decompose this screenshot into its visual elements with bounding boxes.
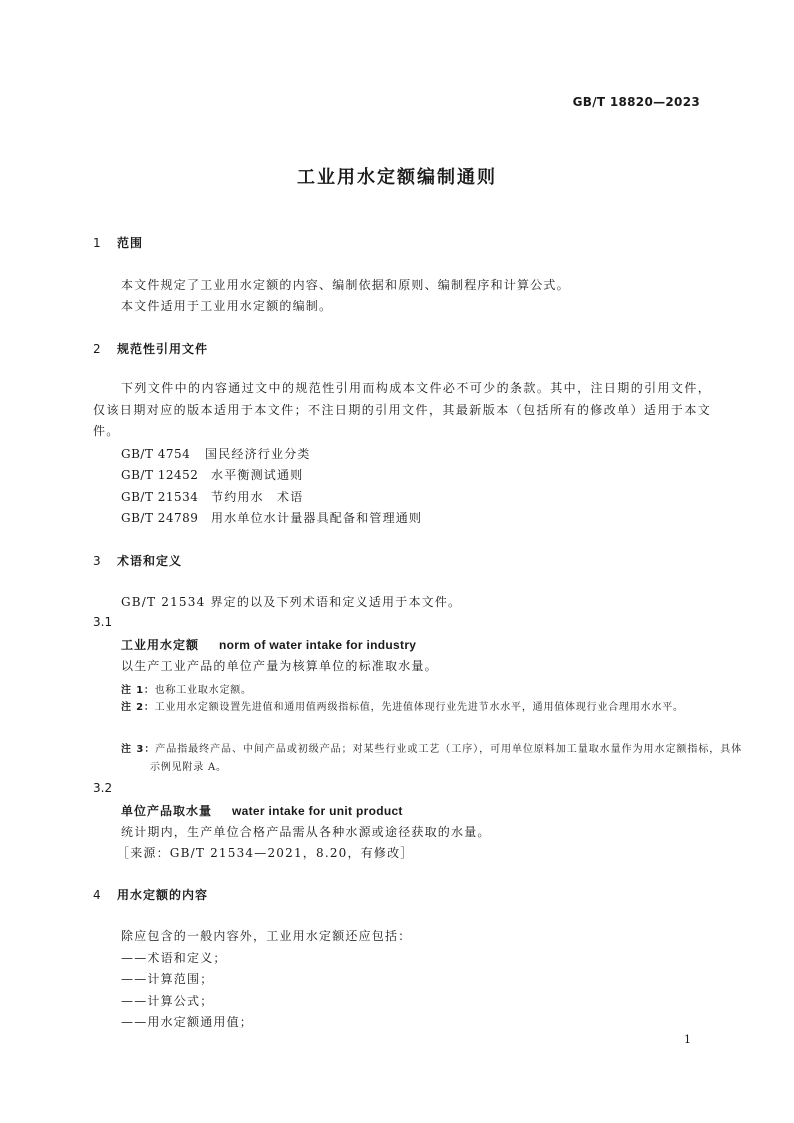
term-entry <box>121 802 403 819</box>
term-english: water intake for unit product <box>232 804 403 818</box>
note <box>121 741 742 777</box>
paragraph: 本文件适用于工业用水定额的编制。 <box>121 299 333 313</box>
page-number: 1 <box>684 1033 691 1046</box>
reference-name: 水平衡测试通则 <box>211 468 304 482</box>
reference-name: 节约用水 术语 <box>211 490 304 504</box>
paragraph: 除应包含的一般内容外，工业用水定额还应包括： <box>121 929 412 943</box>
reference-code: GB/T 12452 <box>121 468 199 482</box>
section-title: 术语和定义 <box>117 554 183 568</box>
section-1-heading <box>93 234 143 251</box>
note-label: 注 1： <box>121 685 155 696</box>
paragraph: 本文件规定了工业用水定额的内容、编制依据和原则、编制程序和计算公式。 <box>121 278 570 292</box>
list-item: ——计算范围； <box>121 972 214 986</box>
reference-item <box>121 509 422 526</box>
reference-code: GB/T 4754 <box>121 447 191 461</box>
section-4-heading <box>93 886 208 903</box>
list-item: ——用水定额通用值； <box>121 1015 254 1029</box>
term-entry <box>121 636 416 653</box>
note-text: 工业用水定额设置先进值和通用值两级指标值，先进值体现行业先进节水水平，通用值体现行业合理用水水平。 <box>154 702 684 713</box>
term-chinese: 工业用水定额 <box>121 638 200 652</box>
reference-item <box>121 445 311 462</box>
reference-item <box>121 466 303 483</box>
term-english: norm of water intake for industry <box>219 638 417 652</box>
section-title: 用水定额的内容 <box>117 888 209 902</box>
document-title: 工业用水定额编制通则 <box>297 167 497 188</box>
section-number: 4 <box>93 888 102 902</box>
section-title: 规范性引用文件 <box>117 342 209 356</box>
term-definition: 以生产工业产品的单位产量为核算单位的标准取水量。 <box>121 659 438 673</box>
note <box>121 699 742 717</box>
list-item: ——计算公式； <box>121 994 214 1008</box>
term-definition: 统计期内，生产单位合格产品需从各种水源或途径获取的水量。 <box>121 825 491 839</box>
reference-name: 国民经济行业分类 <box>205 447 311 461</box>
reference-code: GB/T 21534 <box>121 490 199 504</box>
term-number: 3.2 <box>93 781 113 795</box>
paragraph: 下列文件中的内容通过文中的规范性引用而构成本文件必不可少的条款。其中，注日期的引用文件，仅该日期对应的版本适用于本文件；不注日期的引用文件，其最新版本（包括所有的修改单）适用于本文件。 <box>93 381 711 438</box>
section-number: 2 <box>93 342 102 356</box>
section-title: 范围 <box>117 236 144 250</box>
note-text: 产品指最终产品、中间产品或初级产品；对某些行业或工艺（工序），可用单位原料加工量取水量作为用水定额指标，具体示例见附录 A。 <box>150 744 743 773</box>
note-label: 注 3： <box>121 744 156 755</box>
section-number: 3 <box>93 554 102 568</box>
reference-item <box>121 488 303 505</box>
note-label: 注 2： <box>121 702 155 713</box>
term-chinese: 单位产品取水量 <box>121 804 213 818</box>
term-number: 3.1 <box>93 615 113 629</box>
reference-name: 用水单位水计量器具配备和管理通则 <box>211 511 423 525</box>
section-2-heading <box>93 340 208 357</box>
note-text: 也称工业取水定额。 <box>154 685 252 696</box>
note <box>121 681 252 696</box>
reference-code: GB/T 24789 <box>121 511 199 525</box>
section-3-heading <box>93 552 182 569</box>
term-source: ［来源：GB/T 21534—2021，8.20，有修改］ <box>117 846 414 860</box>
document-number: GB/T 18820—2023 <box>572 95 700 109</box>
paragraph: GB/T 21534 界定的以及下列术语和定义适用于本文件。 <box>121 595 462 609</box>
list-item: ——术语和定义； <box>121 951 227 965</box>
section-number: 1 <box>93 236 102 250</box>
